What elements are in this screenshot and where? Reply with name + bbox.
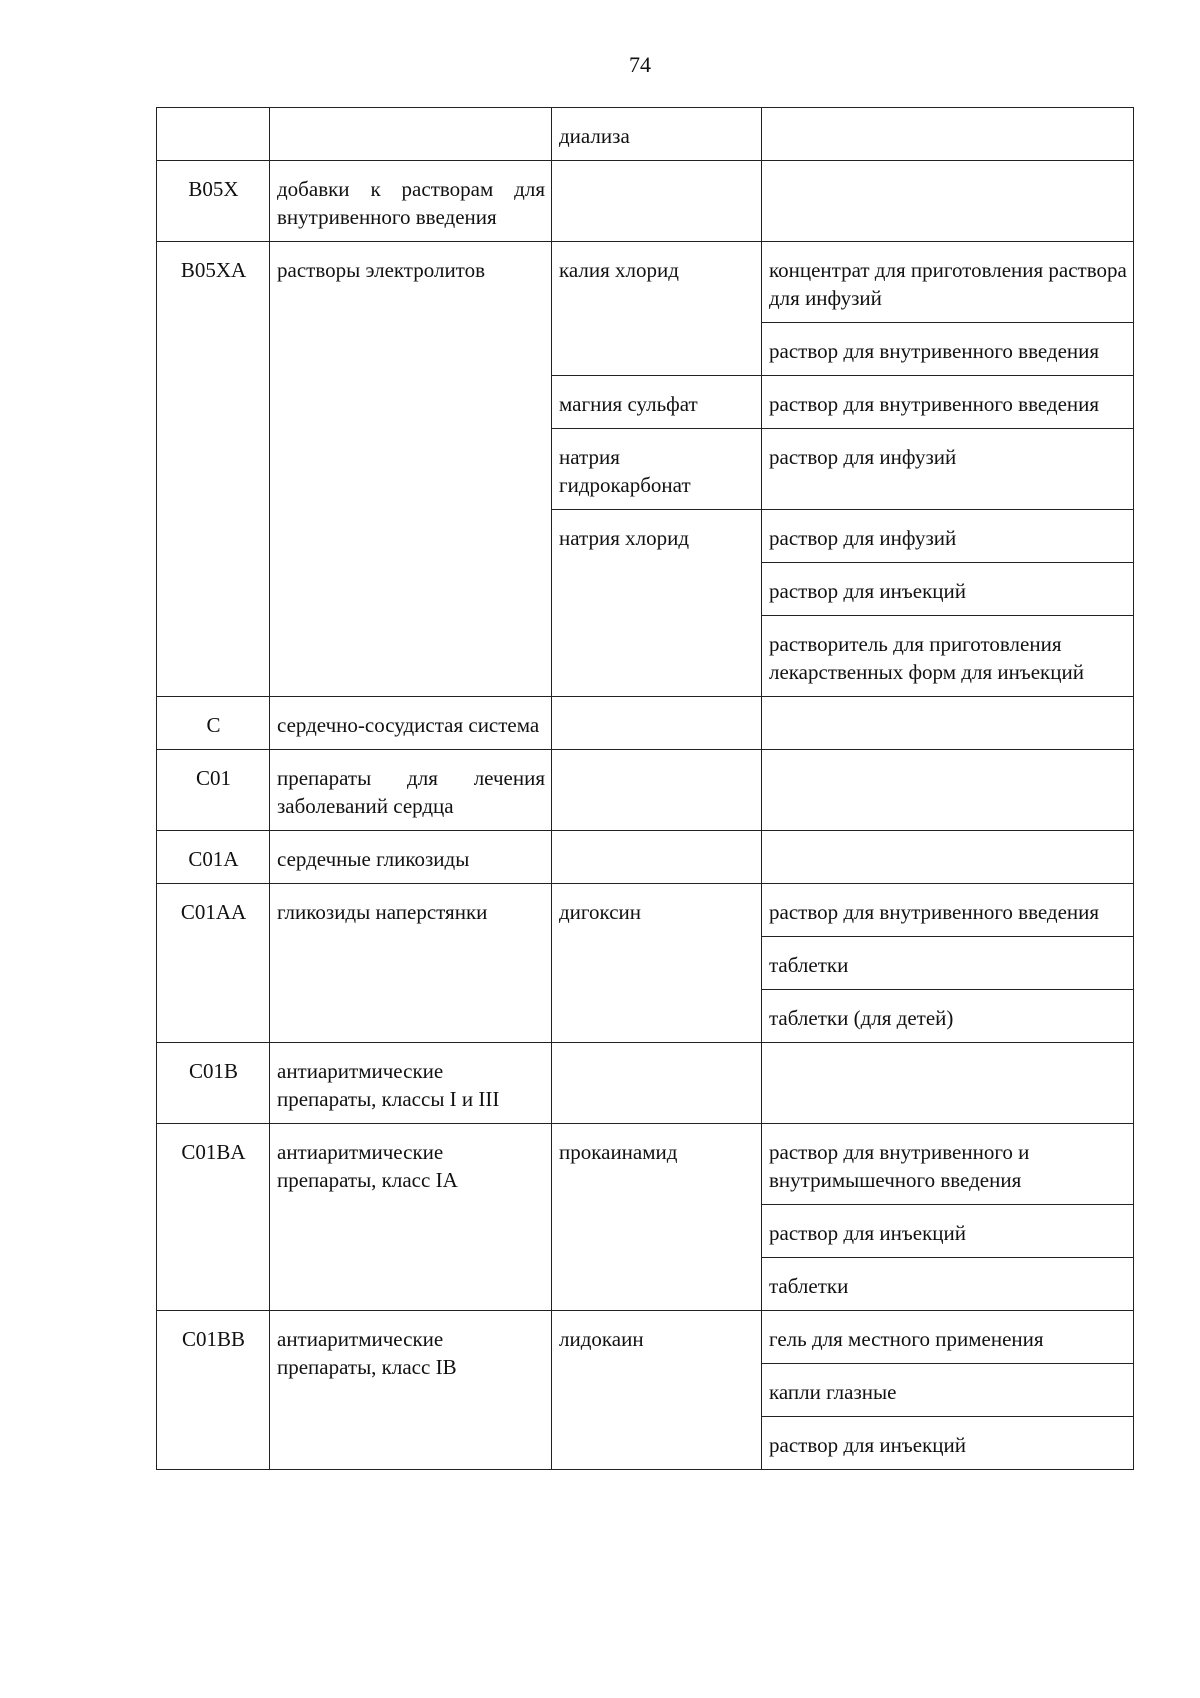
drug-name: прокаинамид <box>552 1124 762 1311</box>
drug-name: калия хлорид <box>552 242 762 376</box>
drug-name <box>552 697 762 750</box>
dosage-form: раствор для внутривенного и внутримышечного введения <box>762 1124 1134 1205</box>
dosage-form: раствор для инъекций <box>762 1417 1134 1470</box>
drug-name: лидокаин <box>552 1311 762 1470</box>
drug-name: магния сульфат <box>552 376 762 429</box>
group-name: антиаритмические препараты, класс IA <box>270 1124 552 1311</box>
dosage-form: раствор для инфузий <box>762 510 1134 563</box>
page-number: 74 <box>629 52 651 77</box>
dosage-form <box>762 831 1134 884</box>
drug-name: натрия гидрокарбонат <box>552 429 762 510</box>
atc-code: C <box>157 697 270 750</box>
dosage-form: таблетки <box>762 937 1134 990</box>
table-row <box>157 108 1134 161</box>
dosage-form: раствор для инфузий <box>762 429 1134 510</box>
table-row <box>157 161 1134 242</box>
dosage-form: таблетки <box>762 1258 1134 1311</box>
atc-code: C01BB <box>157 1311 270 1470</box>
dosage-form: раствор для инъекций <box>762 1205 1134 1258</box>
table-row <box>157 831 1134 884</box>
drug-name: дигоксин <box>552 884 762 1043</box>
dosage-form <box>762 1043 1134 1124</box>
atc-code <box>157 108 270 161</box>
dosage-form <box>762 108 1134 161</box>
dosage-form: гель для местного применения <box>762 1311 1134 1364</box>
dosage-form <box>762 697 1134 750</box>
drug-name <box>552 831 762 884</box>
group-name: антиаритмические препараты, класс IB <box>270 1311 552 1470</box>
atc-code: B05X <box>157 161 270 242</box>
atc-code: C01BA <box>157 1124 270 1311</box>
drug-name <box>552 161 762 242</box>
group-name: препараты для лечения заболеваний сердца <box>270 750 552 831</box>
table-row <box>157 697 1134 750</box>
drug-name <box>552 1043 762 1124</box>
dosage-form: раствор для внутривенного введения <box>762 323 1134 376</box>
table-row <box>157 884 1134 937</box>
dosage-form: капли глазные <box>762 1364 1134 1417</box>
drug-name <box>552 750 762 831</box>
drug-table <box>156 107 1134 1470</box>
drug-name: диализа <box>552 108 762 161</box>
atc-code: C01B <box>157 1043 270 1124</box>
group-name: растворы электролитов <box>270 242 552 697</box>
atc-code: B05XA <box>157 242 270 697</box>
atc-code: C01A <box>157 831 270 884</box>
table-row <box>157 242 1134 323</box>
dosage-form: раствор для внутривенного введения <box>762 376 1134 429</box>
dosage-form: растворитель для приготовления лекарственных форм для инъекций <box>762 616 1134 697</box>
table-row <box>157 1124 1134 1205</box>
group-name: гликозиды наперстянки <box>270 884 552 1043</box>
group-name: сердечные гликозиды <box>270 831 552 884</box>
drug-name: натрия хлорид <box>552 510 762 697</box>
atc-code: C01 <box>157 750 270 831</box>
dosage-form <box>762 161 1134 242</box>
dosage-form: концентрат для приготовления раствора для инфузий <box>762 242 1134 323</box>
dosage-form <box>762 750 1134 831</box>
group-name: антиаритмические препараты, классы I и III <box>270 1043 552 1124</box>
dosage-form: раствор для внутривенного введения <box>762 884 1134 937</box>
dosage-form: раствор для инъекций <box>762 563 1134 616</box>
group-name <box>270 108 552 161</box>
table-row <box>157 750 1134 831</box>
atc-code: C01AA <box>157 884 270 1043</box>
group-name: добавки к растворам для внутривенного введения <box>270 161 552 242</box>
dosage-form: таблетки (для детей) <box>762 990 1134 1043</box>
table-row <box>157 1311 1134 1364</box>
group-name: сердечно-сосудистая система <box>270 697 552 750</box>
table-row <box>157 1043 1134 1124</box>
